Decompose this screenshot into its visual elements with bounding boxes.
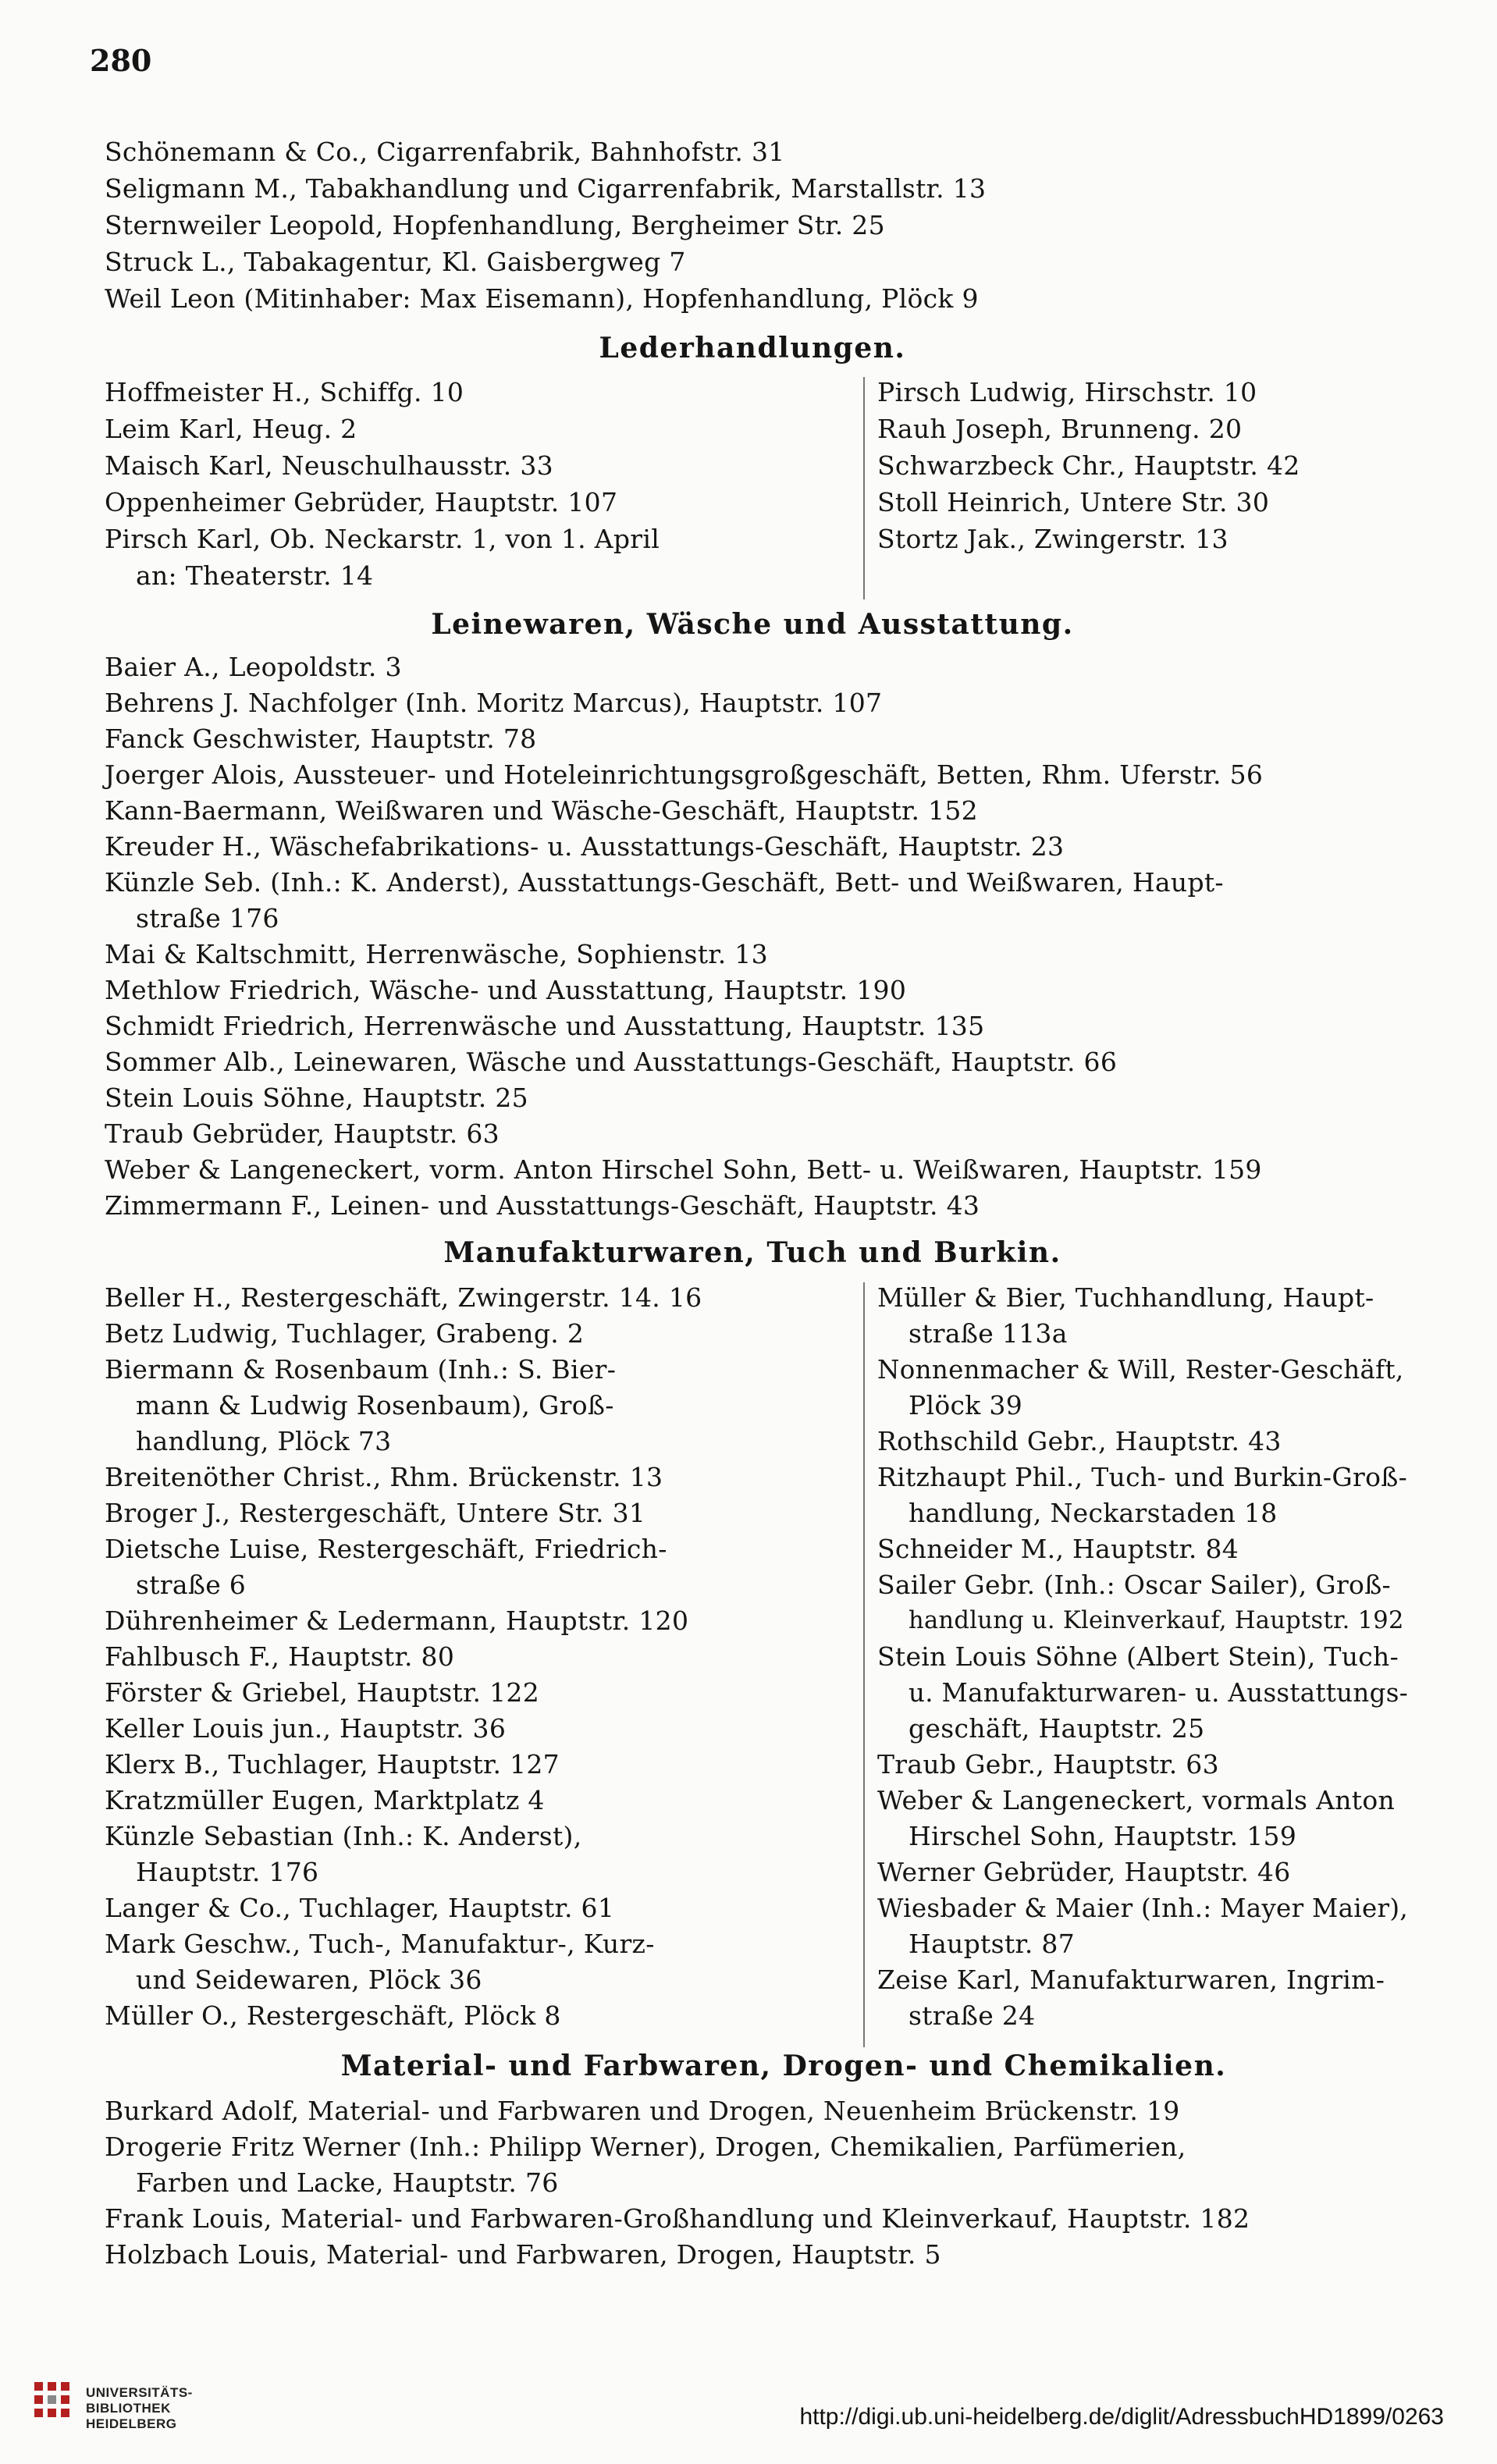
- list-item: Mai & Kaltschmitt, Herrenwäsche, Sophienstr. 13: [105, 939, 768, 969]
- list-item: Schwarzbeck Chr., Hauptstr. 42: [877, 450, 1300, 481]
- list-item: mann & Ludwig Rosenbaum), Groß-: [136, 1390, 614, 1420]
- source-url-link[interactable]: http://digi.ub.uni-heidelberg.de/diglit/AdressbuchHD1899/0263: [799, 2404, 1444, 2430]
- section-heading-leinen: Leinewaren, Wäsche und Ausstattung.: [431, 608, 1074, 641]
- list-item: straße 176: [136, 903, 279, 933]
- list-item: Plöck 39: [909, 1390, 1022, 1420]
- library-name-line: HEIDELBERG: [86, 2416, 177, 2431]
- list-item: Müller O., Restergeschäft, Plöck 8: [105, 2000, 561, 2031]
- list-item: Müller & Bier, Tuchhandlung, Haupt-: [877, 1282, 1374, 1313]
- list-item: Baier A., Leopoldstr. 3: [105, 652, 402, 682]
- list-item: Biermann & Rosenbaum (Inh.: S. Bier-: [105, 1354, 617, 1385]
- list-item: Zimmermann F., Leinen- und Ausstattungs-Geschäft, Hauptstr. 43: [105, 1190, 980, 1221]
- list-item: Werner Gebrüder, Hauptstr. 46: [877, 1857, 1291, 1887]
- list-item: Joerger Alois, Aussteuer- und Hoteleinrichtungsgroßgeschäft, Betten, Rhm. Uferstr. 56: [105, 759, 1264, 790]
- library-name: [86, 2385, 193, 2432]
- list-item: Schmidt Friedrich, Herrenwäsche und Ausstattung, Hauptstr. 135: [105, 1011, 985, 1041]
- list-item: Hauptstr. 87: [909, 1929, 1076, 1959]
- list-item: Stortz Jak., Zwingerstr. 13: [877, 524, 1229, 554]
- list-item: Sailer Gebr. (Inh.: Oscar Sailer), Groß-: [877, 1570, 1391, 1600]
- list-item: u. Manufakturwaren- u. Ausstattungs-: [909, 1678, 1408, 1708]
- list-item: Stein Louis Söhne (Albert Stein), Tuch-: [877, 1641, 1399, 1672]
- footer: [0, 2357, 1497, 2464]
- list-item: Pirsch Ludwig, Hirschstr. 10: [877, 377, 1257, 407]
- list-item: Hoffmeister H., Schiffg. 10: [105, 377, 464, 407]
- list-item: Maisch Karl, Neuschulhausstr. 33: [105, 450, 553, 481]
- list-item: geschäft, Hauptstr. 25: [909, 1713, 1205, 1744]
- list-item: handlung, Plöck 73: [136, 1426, 392, 1456]
- list-item: Langer & Co., Tuchlager, Hauptstr. 61: [105, 1893, 615, 1923]
- library-emblem-icon: [30, 2377, 80, 2427]
- list-item: Mark Geschw., Tuch-, Manufaktur-, Kurz-: [105, 1929, 655, 1959]
- list-item: Keller Louis jun., Hauptstr. 36: [105, 1713, 507, 1744]
- column-divider: [863, 377, 865, 599]
- list-item: Stein Louis Söhne, Hauptstr. 25: [105, 1083, 528, 1113]
- list-item: Kreuder H., Wäschefabrikations- u. Ausstattungs-Geschäft, Hauptstr. 23: [105, 831, 1065, 862]
- list-item: Leim Karl, Heug. 2: [105, 414, 357, 444]
- list-item: Seligmann M., Tabakhandlung und Cigarrenfabrik, Marstallstr. 13: [105, 173, 987, 204]
- list-item: Beller H., Restergeschäft, Zwingerstr. 14. 16: [105, 1282, 702, 1313]
- list-item: Fanck Geschwister, Hauptstr. 78: [105, 724, 537, 754]
- list-item: Breitenöther Christ., Rhm. Brückenstr. 13: [105, 1462, 663, 1492]
- list-item: Traub Gebr., Hauptstr. 63: [877, 1749, 1219, 1780]
- list-item: Künzle Sebastian (Inh.: K. Anderst),: [105, 1821, 582, 1851]
- column-divider: [863, 1282, 865, 2047]
- list-item: Behrens J. Nachfolger (Inh. Moritz Marcus), Hauptstr. 107: [105, 688, 883, 718]
- list-item: Kratzmüller Eugen, Marktplatz 4: [105, 1785, 545, 1815]
- list-item: Sternweiler Leopold, Hopfenhandlung, Bergheimer Str. 25: [105, 210, 885, 240]
- list-item: straße 6: [136, 1570, 247, 1600]
- list-item: straße 113a: [909, 1318, 1068, 1349]
- list-item: Stoll Heinrich, Untere Str. 30: [877, 487, 1270, 517]
- list-item: Wiesbader & Maier (Inh.: Mayer Maier),: [877, 1893, 1408, 1923]
- list-item: an: Theaterstr. 14: [136, 560, 374, 591]
- list-item: Förster & Griebel, Hauptstr. 122: [105, 1677, 539, 1708]
- library-name-line: BIBLIOTHEK: [86, 2401, 171, 2416]
- library-logo[interactable]: [30, 2376, 233, 2443]
- list-item: Rothschild Gebr., Hauptstr. 43: [877, 1426, 1282, 1456]
- list-item: Ritzhaupt Phil., Tuch- und Burkin-Groß-: [877, 1462, 1408, 1492]
- list-item: Burkard Adolf, Material- und Farbwaren und Drogen, Neuenheim Brückenstr. 19: [105, 2096, 1180, 2126]
- list-item: Kann-Baermann, Weißwaren und Wäsche-Geschäft, Hauptstr. 152: [105, 795, 978, 826]
- list-item: Rauh Joseph, Brunneng. 20: [877, 414, 1243, 444]
- list-item: straße 24: [909, 2000, 1036, 2031]
- list-item: Fahlbusch F., Hauptstr. 80: [105, 1641, 455, 1672]
- list-item: Schönemann & Co., Cigarrenfabrik, Bahnhofstr. 31: [105, 137, 785, 167]
- list-item: Weber & Langeneckert, vormals Anton: [877, 1785, 1396, 1815]
- list-item: Hirschel Sohn, Hauptstr. 159: [909, 1821, 1297, 1851]
- list-item: handlung, Neckarstaden 18: [909, 1498, 1278, 1528]
- list-item: Betz Ludwig, Tuchlager, Grabeng. 2: [105, 1318, 585, 1349]
- list-item: Weil Leon (Mitinhaber: Max Eisemann), Hopfenhandlung, Plöck 9: [105, 283, 979, 314]
- list-item: Drogerie Fritz Werner (Inh.: Philipp Werner), Drogen, Chemikalien, Parfümerien,: [105, 2132, 1186, 2162]
- list-item: Zeise Karl, Manufakturwaren, Ingrim-: [877, 1964, 1385, 1995]
- page-number: 280: [90, 43, 152, 78]
- list-item: Farben und Lacke, Hauptstr. 76: [136, 2167, 559, 2198]
- list-item: Traub Gebrüder, Hauptstr. 63: [105, 1118, 500, 1149]
- list-item: Klerx B., Tuchlager, Hauptstr. 127: [105, 1749, 560, 1780]
- section-heading-material: Material- und Farbwaren, Drogen- und Chemikalien.: [340, 2050, 1227, 2082]
- list-item: Sommer Alb., Leinewaren, Wäsche und Ausstattungs-Geschäft, Hauptstr. 66: [105, 1047, 1118, 1077]
- list-item: Hauptstr. 176: [136, 1857, 319, 1887]
- list-item: Broger J., Restergeschäft, Untere Str. 31: [105, 1498, 646, 1528]
- list-item: Schneider M., Hauptstr. 84: [877, 1534, 1239, 1564]
- list-item: Frank Louis, Material- und Farbwaren-Großhandlung und Kleinverkauf, Hauptstr. 182: [105, 2203, 1250, 2234]
- section-heading-manufaktur: Manufakturwaren, Tuch und Burkin.: [443, 1236, 1061, 1269]
- list-item: Pirsch Karl, Ob. Neckarstr. 1, von 1. April: [105, 524, 660, 554]
- list-item: Holzbach Louis, Material- und Farbwaren, Drogen, Hauptstr. 5: [105, 2239, 941, 2270]
- list-item: Oppenheimer Gebrüder, Hauptstr. 107: [105, 487, 618, 517]
- list-item: Dietsche Luise, Restergeschäft, Friedrich-: [105, 1534, 667, 1564]
- list-item: Künzle Seb. (Inh.: K. Anderst), Ausstattungs-Geschäft, Bett- und Weißwaren, Haupt-: [105, 867, 1224, 898]
- list-item: Methlow Friedrich, Wäsche- und Ausstattung, Hauptstr. 190: [105, 975, 907, 1005]
- library-name-line: UNIVERSITÄTS-: [86, 2385, 193, 2400]
- list-item: Nonnenmacher & Will, Rester-Geschäft,: [877, 1355, 1404, 1385]
- section-heading-leder: Lederhandlungen.: [599, 332, 906, 364]
- list-item: Dührenheimer & Ledermann, Hauptstr. 120: [105, 1605, 689, 1636]
- list-item: und Seidewaren, Plöck 36: [136, 1964, 482, 1995]
- list-item: Struck L., Tabakagentur, Kl. Gaisbergweg 7: [105, 247, 686, 277]
- list-item: handlung u. Kleinverkauf, Hauptstr. 192: [909, 1607, 1404, 1634]
- list-item: Weber & Langeneckert, vorm. Anton Hirschel Sohn, Bett- u. Weißwaren, Hauptstr. 159: [105, 1154, 1262, 1185]
